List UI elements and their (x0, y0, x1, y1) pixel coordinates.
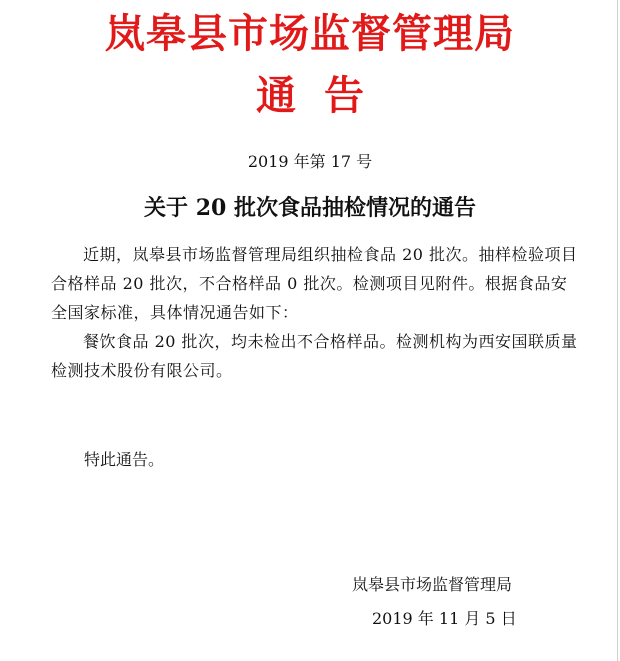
document-title: 关于 20 批次食品抽检情况的通告 (144, 195, 476, 221)
body-paragraph: 近期，岚皋县市场监督管理局组织抽检食品 20 批次。抽样检验项目合格样品 20 批次，不合格样品 0 批次。检测项目见附件。根据食品安全国家标准，具体情况通告如下： (51, 245, 578, 322)
document-body (51, 240, 581, 385)
signature-date: 2019 年 11 月 5 日 (372, 609, 517, 628)
document-number: 2019 年第 17 号 (247, 152, 373, 171)
closing-statement: 特此通告。 (84, 450, 165, 469)
agency-header: 岚皋县市场监督管理局 (105, 10, 515, 57)
body-paragraph: 餐饮食品 20 批次，均未检出不合格样品。检测机构为西安国联质量检测技术股份有限公司。 (51, 332, 578, 380)
notice-heading: 通告 (256, 72, 392, 119)
signature-agency: 岚皋县市场监督管理局 (352, 575, 513, 594)
